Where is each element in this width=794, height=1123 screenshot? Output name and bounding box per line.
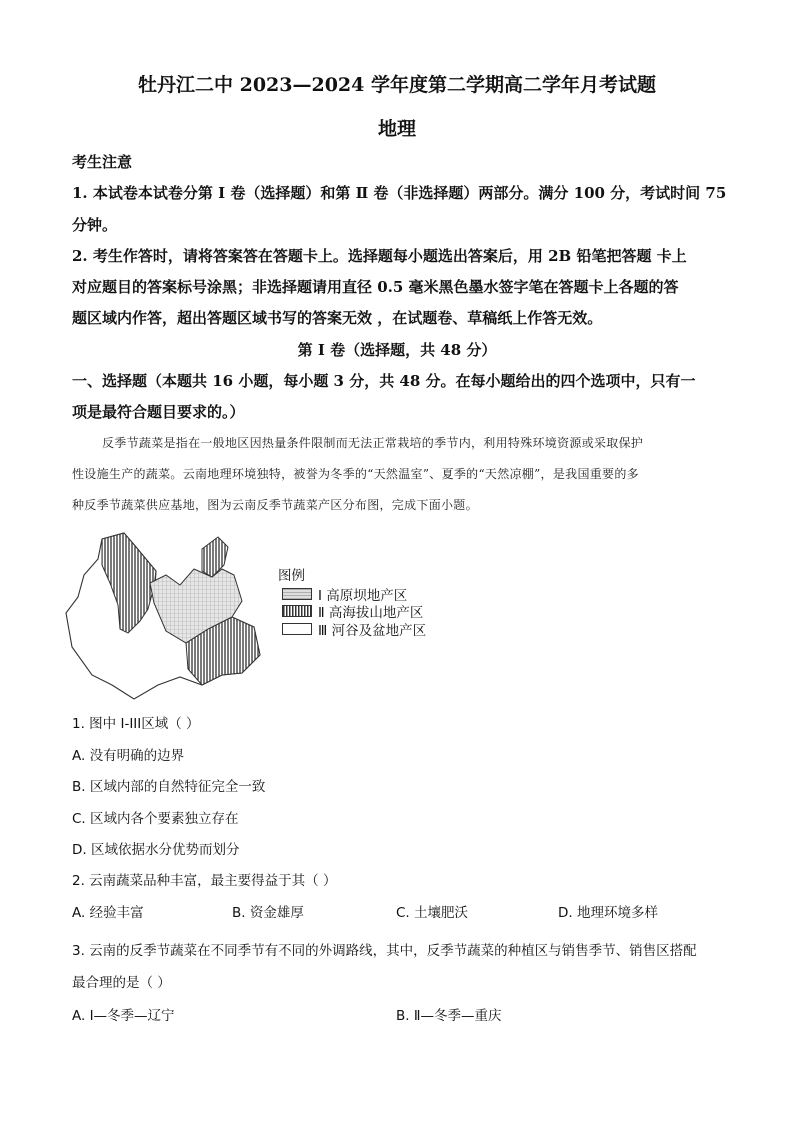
- question-2-option-d: D. 地理环境多样: [558, 905, 658, 921]
- passage-line-3: 种反季节蔬菜供应基地，图为云南反季节蔬菜产区分布图，完成下面小题。: [72, 498, 478, 512]
- question-3-option-a: A. Ⅰ—冬季—辽宁: [72, 1008, 175, 1024]
- blank-pattern-swatch: [282, 623, 312, 635]
- question-1-stem: 1. 图中 I-III区域（ ）: [72, 716, 200, 732]
- notice-item-1-line-1: 1. 本试卷本试卷分第 Ⅰ 卷（选择题）和第 Ⅱ 卷（非选择题）两部分。满分 100 分，考试时间 75: [72, 184, 727, 202]
- section-instruction-line-2: 项是最符合题目要求的。）: [72, 403, 245, 421]
- legend-label: Ⅰ 高原坝地产区: [318, 588, 408, 604]
- passage-line-2: 性设施生产的蔬菜。云南地理环境独特，被誉为冬季的“天然温室”、夏季的“天然凉棚”，是我国重要的多: [72, 467, 639, 481]
- question-1-option-a: A. 没有明确的边界: [72, 748, 185, 764]
- legend-label: Ⅲ 河谷及盆地产区: [318, 623, 427, 639]
- question-2-option-b: B. 资金雄厚: [232, 905, 304, 921]
- subject-title: 地理: [377, 118, 416, 140]
- exam-title: 牡丹江二中 2023—2024 学年度第二学期高二学年月考试题: [138, 74, 656, 96]
- legend-label: Ⅱ 高海拔山地产区: [318, 605, 424, 621]
- question-1-option-c: C. 区域内各个要素独立存在: [72, 811, 239, 827]
- notice-item-2-line-2: 对应题目的答案标号涂黑；非选择题请用直径 0.5 毫米黑色墨水签字笔在答题卡上各题的答: [72, 278, 679, 296]
- legend-item-ii: [282, 604, 424, 621]
- grid-pattern-swatch: [282, 588, 312, 600]
- question-3-stem-line-2: 最合理的是（ ）: [72, 975, 171, 991]
- question-3-stem-line-1: 3. 云南的反季节蔬菜在不同季节有不同的外调路线，其中，反季节蔬菜的种植区与销售季节、销售区搭配: [72, 943, 697, 959]
- notice-item-2-line-3: 题区域内作答，超出答题区域书写的答案无效 ，在试题卷、草稿纸上作答无效。: [72, 309, 603, 327]
- passage-line-1: 反季节蔬菜是指在一般地区因热量条件限制而无法正常栽培的季节内，利用特殊环境资源或采取保护: [102, 436, 644, 450]
- notice-item-2-line-1: 2. 考生作答时，请将答案答在答题卡上。选择题每小题选出答案后，用 2B 铅笔把答题 卡上: [72, 247, 687, 265]
- legend-title: 图例: [278, 568, 305, 584]
- question-1-option-d: D. 区域依据水分优势而划分: [72, 842, 240, 858]
- question-3-option-b: B. Ⅱ—冬季—重庆: [396, 1008, 502, 1024]
- question-2-option-a: A. 经验丰富: [72, 905, 144, 921]
- stripe-pattern-swatch: [282, 605, 312, 617]
- notice-item-1-line-2: 分钟。: [72, 216, 118, 234]
- section-instruction-line-1: 一、选择题（本题共 16 小题，每小题 3 分，共 48 分。在每小题给出的四个选项中，只有一: [72, 372, 696, 390]
- question-1-option-b: B. 区域内部的自然特征完全一致: [72, 779, 266, 795]
- legend-item-iii: [282, 622, 427, 639]
- section-title: 第 Ⅰ 卷（选择题，共 48 分）: [297, 341, 497, 359]
- legend-item-i: [282, 587, 408, 604]
- notice-heading: 考生注意: [72, 153, 133, 171]
- question-2-stem: 2. 云南蔬菜品种丰富，最主要得益于其（ ）: [72, 873, 337, 889]
- question-2-option-c: C. 土壤肥沃: [396, 905, 469, 921]
- yunnan-production-map: [62, 525, 272, 700]
